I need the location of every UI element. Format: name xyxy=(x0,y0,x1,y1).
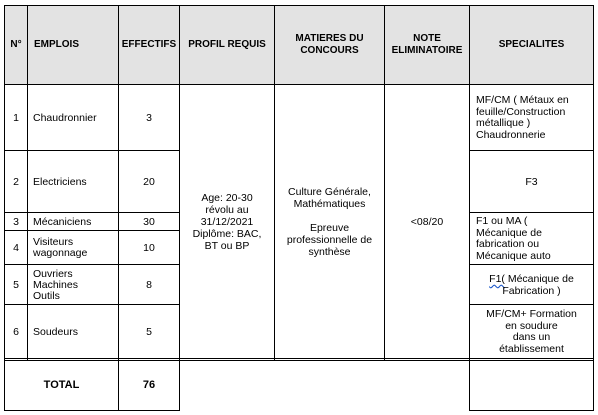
profil-line: Diplôme: BAC, xyxy=(192,228,262,240)
header-profil: PROFIL REQUIS xyxy=(180,6,274,84)
header-emplois: EMPLOIS xyxy=(28,6,118,84)
grid-line xyxy=(274,5,275,360)
grid-line xyxy=(469,5,470,410)
spec-line: dans un xyxy=(512,331,551,343)
grid-line xyxy=(4,5,594,6)
profil-line: 31/12/2021 xyxy=(200,216,254,228)
grid-line xyxy=(469,212,594,213)
specialite-mecaniciens xyxy=(470,213,593,265)
effectif-cell: 3 xyxy=(146,112,152,124)
matieres-concours xyxy=(275,85,384,359)
emploi-cell: Soudeurs xyxy=(33,326,78,338)
header-no: N° xyxy=(5,6,27,84)
profil-line: révolu au xyxy=(205,204,249,216)
grid-line xyxy=(469,150,594,151)
profil-line: BT ou BP xyxy=(204,240,250,252)
specialite-ouvriers xyxy=(470,265,593,305)
emploi-cell: Chaudronnier xyxy=(33,112,97,124)
grid-line xyxy=(4,358,594,359)
spec-line xyxy=(489,273,574,285)
header-note: NOTE ELIMINATOIRE xyxy=(385,6,469,84)
matieres-line: Mathématiques xyxy=(293,198,366,210)
total-label: TOTAL xyxy=(43,379,80,391)
spec-f1-prefix: F1( xyxy=(489,273,505,285)
emploi-cell: Mécaniciens xyxy=(33,216,92,228)
header-matieres: MATIERES DU CONCOURS xyxy=(275,6,384,84)
grid-line xyxy=(4,150,180,151)
grid-line xyxy=(593,5,594,410)
grid-line xyxy=(4,264,180,265)
spec-line: MF/CM+ Formation xyxy=(486,308,577,320)
grid-line xyxy=(4,410,180,411)
spec-line: fabrication ou xyxy=(476,238,540,250)
effectif-cell: 10 xyxy=(143,242,155,254)
grid-line xyxy=(118,5,119,410)
specialite-chaudronnier xyxy=(470,85,593,151)
spec-line: MF/CM ( Métaux en xyxy=(476,94,569,106)
spec-line: établissement xyxy=(499,342,564,355)
note-eliminatoire: <08/20 xyxy=(410,216,444,228)
spec-line: en soudure xyxy=(505,319,558,332)
grid-line xyxy=(4,84,594,85)
specialite-electriciens: F3 xyxy=(525,176,538,188)
effectif-cell: 8 xyxy=(146,279,152,291)
spec-f1-rest: Mécanique de xyxy=(504,273,574,285)
matieres-line: professionnelle de xyxy=(286,234,373,246)
grid-line xyxy=(27,5,28,360)
spec-line: feuille/Construction xyxy=(476,105,566,118)
emploi-cell: Electriciens xyxy=(33,176,87,188)
grid-line xyxy=(384,5,385,360)
specialite-soudeurs xyxy=(470,305,593,359)
matieres-line: synthèse xyxy=(308,246,351,258)
spec-line: Mécanique auto xyxy=(476,249,551,262)
grid-line xyxy=(469,304,594,305)
grid-line xyxy=(469,264,594,265)
grid-line xyxy=(4,360,594,361)
grid-line xyxy=(4,212,180,213)
profil-line: Age: 20-30 xyxy=(201,192,253,204)
row-no: 3 xyxy=(13,216,19,228)
spec-line: Fabrication ) xyxy=(502,285,561,297)
row-no: 5 xyxy=(13,279,19,291)
effectif-cell: 20 xyxy=(143,176,155,188)
effectif-cell: 30 xyxy=(143,216,155,228)
matieres-line: Epreuve xyxy=(309,222,350,234)
total-value: 76 xyxy=(142,379,156,391)
grid-line xyxy=(4,230,180,231)
emploi-cell: Visiteurs wagonnage xyxy=(33,236,88,259)
row-no: 1 xyxy=(13,112,19,124)
header-effectifs: EFFECTIFS xyxy=(119,6,179,84)
row-no: 6 xyxy=(13,326,19,338)
effectif-cell: 5 xyxy=(146,326,152,338)
matieres-line: Culture Générale, xyxy=(288,186,371,198)
grid-line xyxy=(4,304,180,305)
spec-line: Chaudronnerie xyxy=(476,128,546,141)
header-specialites: SPECIALITES xyxy=(470,6,593,84)
grid-line xyxy=(179,5,180,410)
spec-line: Mécanique de xyxy=(476,226,542,239)
row-no: 2 xyxy=(13,176,19,188)
spec-line: F1 ou MA ( xyxy=(476,215,528,227)
spec-line: métallique ) xyxy=(476,117,531,129)
profil-requis xyxy=(180,85,274,359)
emploi-cell: Ouvriers Machines Outils xyxy=(33,267,78,302)
row-no: 4 xyxy=(13,242,19,254)
grid-line xyxy=(4,5,5,410)
grid-line xyxy=(469,410,594,411)
